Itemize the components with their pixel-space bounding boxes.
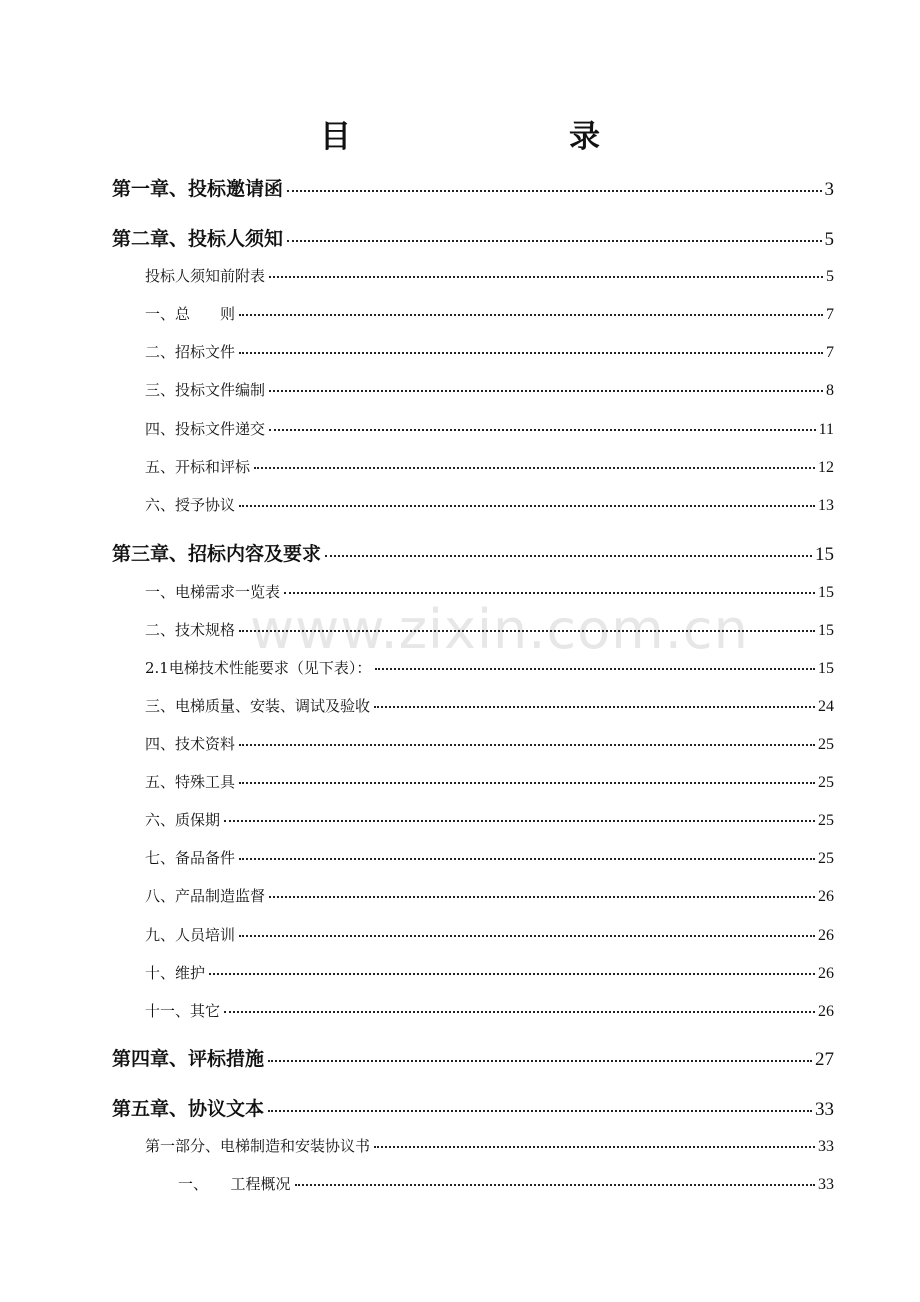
- toc-label: 五、特殊工具: [145, 773, 236, 791]
- dot-leader: [284, 591, 815, 594]
- toc-label: 第三章、招标内容及要求: [112, 543, 322, 565]
- toc-label: 一、总 则: [145, 305, 236, 323]
- toc-entry[interactable]: [145, 494, 834, 515]
- toc-page-number: 12: [818, 459, 834, 476]
- toc-entry[interactable]: [145, 695, 834, 716]
- dot-leader: [239, 857, 815, 860]
- toc-entry[interactable]: [145, 456, 834, 477]
- dot-leader: [239, 313, 823, 316]
- dot-leader: [375, 667, 815, 670]
- toc-label: 二、招标文件: [145, 343, 236, 361]
- dot-leader: [224, 819, 815, 822]
- toc-label: 四、投标文件递交: [145, 420, 266, 438]
- toc-page-number: 15: [818, 622, 834, 639]
- toc-entry[interactable]: [145, 1000, 834, 1021]
- toc-label: 一、电梯需求一览表: [145, 583, 281, 601]
- toc-label: 六、质保期: [145, 811, 221, 829]
- toc-label: 三、电梯质量、安装、调试及验收: [145, 697, 371, 715]
- dot-leader: [269, 389, 823, 392]
- toc-label: 第四章、评标措施: [112, 1048, 265, 1070]
- toc-page-number: 24: [818, 698, 834, 715]
- dot-leader: [287, 189, 821, 192]
- toc-entry[interactable]: [145, 809, 834, 830]
- dot-leader: [269, 428, 816, 431]
- toc-entry[interactable]: [145, 341, 834, 362]
- toc-entry[interactable]: [145, 1135, 834, 1156]
- watermark: www.zixin.com.cn: [250, 598, 749, 661]
- toc-page-number: 8: [826, 382, 834, 399]
- toc-entry[interactable]: [145, 847, 834, 868]
- toc-page-number: 7: [826, 344, 834, 361]
- toc-page-number: 5: [826, 268, 834, 285]
- toc-page-number: 15: [818, 660, 834, 677]
- dot-leader: [239, 781, 815, 784]
- dot-leader: [374, 705, 815, 708]
- toc-entry[interactable]: [145, 962, 834, 983]
- toc-page-number: 27: [815, 1049, 834, 1070]
- dot-leader: [239, 743, 815, 746]
- toc-label: 第一部分、电梯制造和安装协议书: [145, 1137, 371, 1155]
- toc-label: 第五章、协议文本: [112, 1098, 265, 1120]
- toc-entry[interactable]: [145, 733, 834, 754]
- toc-entry[interactable]: [145, 657, 834, 678]
- toc-page-number: 5: [824, 229, 834, 250]
- dot-leader: [209, 972, 815, 975]
- page-title: 目 录: [320, 119, 652, 155]
- dot-leader: [239, 629, 815, 632]
- toc-entry[interactable]: [145, 379, 834, 400]
- toc-page-number: 15: [818, 584, 834, 601]
- dot-leader: [295, 1183, 815, 1186]
- toc-entry[interactable]: [178, 1173, 834, 1194]
- dot-leader: [374, 1145, 815, 1148]
- toc-entry[interactable]: [145, 265, 834, 286]
- toc-page-number: 3: [824, 179, 834, 200]
- toc-label: 二、技术规格: [145, 621, 236, 639]
- dot-leader: [268, 1109, 812, 1112]
- toc-page-number: 33: [818, 1138, 834, 1155]
- dot-leader: [239, 504, 815, 507]
- toc-entry[interactable]: [145, 619, 834, 640]
- toc-entry[interactable]: [145, 771, 834, 792]
- dot-leader: [239, 351, 823, 354]
- dot-leader: [325, 554, 812, 557]
- toc-label: 六、授予协议: [145, 496, 236, 514]
- toc-label: 九、人员培训: [145, 926, 236, 944]
- toc-entry[interactable]: [145, 303, 834, 324]
- dot-leader: [268, 1059, 812, 1062]
- toc-page-number: 26: [818, 965, 834, 982]
- toc-label: 四、技术资料: [145, 735, 236, 753]
- toc-entry[interactable]: [145, 885, 834, 906]
- toc-page-number: 7: [826, 306, 834, 323]
- toc-entry[interactable]: [145, 924, 834, 945]
- toc-label: 2.1电梯技术性能要求（见下表）：: [145, 659, 372, 677]
- dot-leader: [239, 934, 815, 937]
- toc-page-number: 11: [818, 421, 834, 438]
- toc-page-number: 33: [818, 1176, 834, 1193]
- toc-entry-chapter-1[interactable]: [112, 174, 834, 201]
- dot-leader: [254, 466, 815, 469]
- toc-page-number: 26: [818, 1003, 834, 1020]
- toc-entry-chapter-3[interactable]: [112, 539, 834, 566]
- toc-page-number: 25: [818, 774, 834, 791]
- toc-page-number: 26: [818, 888, 834, 905]
- toc-entry[interactable]: [145, 418, 834, 439]
- toc-label: 七、备品备件: [145, 849, 236, 867]
- toc-label: 八、产品制造监督: [145, 887, 266, 905]
- toc-label: 第一章、投标邀请函: [112, 178, 284, 200]
- toc-entry[interactable]: [145, 581, 834, 602]
- toc-label: 投标人须知前附表: [145, 267, 266, 285]
- dot-leader: [224, 1010, 815, 1013]
- toc-page-number: 15: [815, 544, 834, 565]
- dot-leader: [269, 275, 823, 278]
- toc-label: 十、维护: [145, 964, 206, 982]
- toc-label: 五、开标和评标: [145, 458, 251, 476]
- dot-leader: [269, 895, 815, 898]
- toc-page-number: 13: [818, 497, 834, 514]
- toc-label: 十一、其它: [145, 1002, 221, 1020]
- toc-page-number: 26: [818, 927, 834, 944]
- toc-label: 一、 工程概况: [178, 1175, 291, 1193]
- toc-label: 三、投标文件编制: [145, 381, 266, 399]
- toc-page-number: 25: [818, 850, 834, 867]
- toc-page-number: 25: [818, 736, 834, 753]
- toc-label: 第二章、投标人须知: [112, 228, 284, 250]
- toc-entry-chapter-5[interactable]: [112, 1094, 834, 1121]
- dot-leader: [287, 239, 821, 242]
- toc-page-number: 25: [818, 812, 834, 829]
- toc-page-number: 33: [815, 1099, 834, 1120]
- toc-entry-chapter-2[interactable]: [112, 224, 834, 251]
- toc-entry-chapter-4[interactable]: [112, 1044, 834, 1071]
